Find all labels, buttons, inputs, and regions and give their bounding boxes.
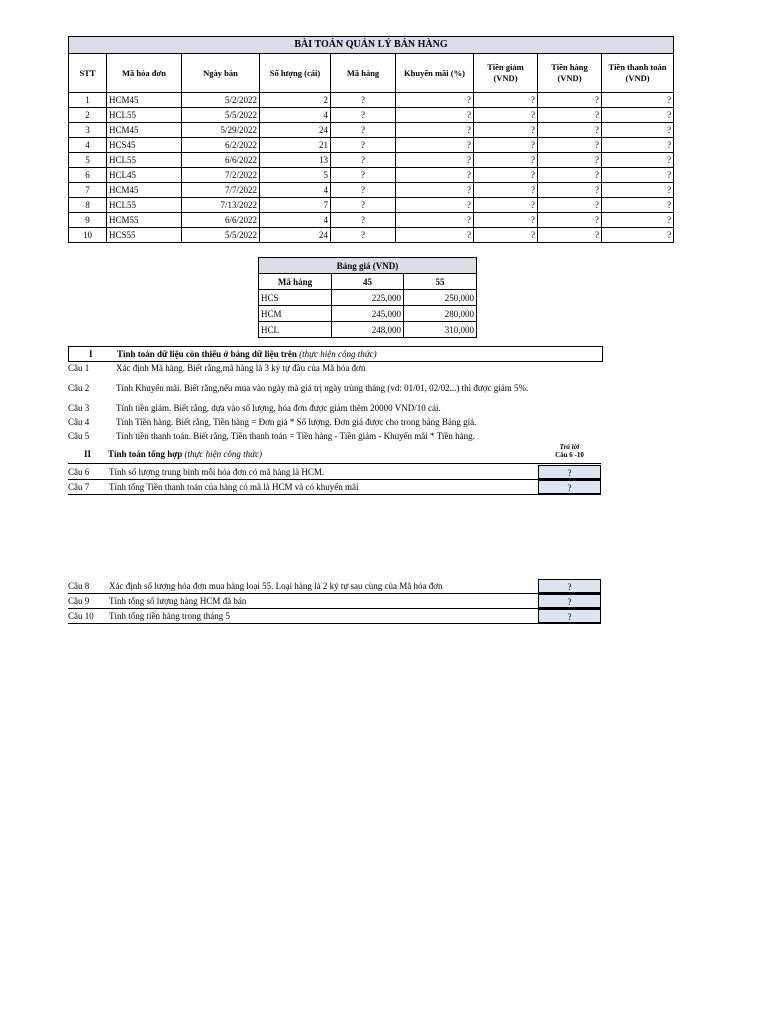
table-cell[interactable]: ? [474,198,538,213]
table-cell[interactable]: 10 [69,228,107,243]
table-cell[interactable]: 9 [69,213,107,228]
question-label: Câu 1 [68,363,90,373]
table-cell[interactable]: 5/2/2022 [182,93,260,108]
sales-column-header: Số lượng (cái) [260,54,331,93]
price-column-header: 55 [404,274,477,290]
table-cell[interactable]: ? [538,93,602,108]
row-divider [68,608,601,609]
table-cell[interactable]: ? [474,123,538,138]
question-label: Câu 10 [68,611,94,621]
table-row [69,198,674,213]
table-cell[interactable]: 5/5/2022 [182,228,260,243]
table-cell[interactable]: ? [602,168,674,183]
table-cell[interactable]: 7/7/2022 [182,183,260,198]
question-label: Câu 7 [68,482,90,492]
answer-cell[interactable]: ? [538,579,601,593]
sales-column-header: Mã hàng [331,54,396,93]
table-row [69,183,674,198]
table-cell[interactable]: HCL55 [107,153,182,168]
row-divider [68,623,601,624]
table-cell[interactable]: 5/29/2022 [182,123,260,138]
table-cell[interactable]: 4 [260,183,331,198]
answer-header-line-2: Câu 6 -10 [555,451,584,459]
price-cell[interactable]: HCL [259,322,332,338]
table-cell[interactable]: ? [602,213,674,228]
table-cell[interactable]: ? [538,198,602,213]
price-cell[interactable]: 248,000 [332,322,404,338]
table-cell[interactable]: 4 [260,108,331,123]
table-cell[interactable]: HCS45 [107,138,182,153]
table-cell[interactable]: ? [474,108,538,123]
sales-column-header: Tiền hàng (VND) [538,54,602,93]
table-cell[interactable]: ? [474,183,538,198]
table-cell[interactable]: ? [474,153,538,168]
sales-column-header: Mã hóa đơn [107,54,182,93]
table-cell[interactable]: ? [602,93,674,108]
table-row [69,123,674,138]
table-cell[interactable]: ? [331,123,396,138]
table-cell[interactable]: 6 [69,168,107,183]
section-1-note: (thực hiện công thức) [299,349,377,359]
table-cell[interactable]: ? [331,93,396,108]
table-cell[interactable]: 24 [260,228,331,243]
table-cell[interactable]: ? [331,198,396,213]
section-1-number: I [89,349,93,359]
question-label: Câu 4 [68,417,90,427]
price-cell[interactable]: 250,000 [404,290,477,306]
price-cell[interactable]: 245,000 [332,306,404,322]
table-cell[interactable]: 13 [260,153,331,168]
table-cell[interactable]: ? [396,138,474,153]
table-cell[interactable]: ? [602,198,674,213]
question-label: Câu 6 [68,467,90,477]
table-cell[interactable]: ? [396,183,474,198]
table-cell[interactable]: ? [331,228,396,243]
table-cell[interactable]: ? [396,228,474,243]
question-label: Câu 2 [68,383,90,393]
table-cell[interactable]: 7/2/2022 [182,168,260,183]
table-cell[interactable]: ? [602,138,674,153]
table-cell[interactable]: ? [474,168,538,183]
question-text: Tính tổng Tiền thanh toán của hàng có mã là HCM và có khuyến mãi [109,482,359,492]
table-cell[interactable]: ? [331,168,396,183]
section-2-note: (thực hiện công thức) [184,449,263,459]
question-text: Tính tổng tiền hàng trong tháng 5 [109,611,230,621]
table-cell[interactable]: HCM55 [107,213,182,228]
table-cell[interactable]: ? [538,183,602,198]
table-cell[interactable]: 6/2/2022 [182,138,260,153]
table-cell[interactable]: ? [474,93,538,108]
answer-cell[interactable]: ? [538,594,601,608]
table-cell[interactable]: 3 [69,123,107,138]
table-cell[interactable]: 4 [69,138,107,153]
table-cell[interactable]: ? [602,183,674,198]
price-table [258,257,477,338]
sales-column-header: Ngày bán [182,54,260,93]
question-text: Tính tổng số lượng hàng HCM đã bán [109,596,247,606]
table-cell[interactable]: ? [396,213,474,228]
answer-cell[interactable]: ? [538,609,601,623]
table-cell[interactable]: 8 [69,198,107,213]
row-divider [68,593,601,594]
table-cell[interactable]: 7 [260,198,331,213]
table-cell[interactable]: 4 [260,213,331,228]
price-column-header: 45 [332,274,404,290]
section-2-title: Tính toán tổng hợp [108,449,183,459]
price-cell[interactable]: 280,000 [404,306,477,322]
price-cell[interactable]: 225,000 [332,290,404,306]
table-cell[interactable]: ? [602,228,674,243]
table-cell[interactable]: 5/5/2022 [182,108,260,123]
question-label: Câu 9 [68,596,90,606]
table-cell[interactable]: ? [538,123,602,138]
question-text: Tính số lượng trung bình mỗi hóa đơn có mã hàng là HCM. [109,467,325,477]
table-cell[interactable]: 2 [69,108,107,123]
sales-table-title: BÀI TOÁN QUẢN LÝ BÁN HÀNG [69,37,674,54]
price-cell[interactable]: HCS [259,290,332,306]
table-cell[interactable]: 2 [260,93,331,108]
table-row [69,108,674,123]
table-row [69,213,674,228]
question-label: Câu 8 [68,581,90,591]
section-1-title: Tính toán dữ liệu còn thiếu ở bảng dữ liệu trên [117,349,297,359]
answer-header-line-1: Trả lời [559,443,580,451]
table-cell[interactable]: ? [538,138,602,153]
sales-column-header: STT [69,54,107,93]
answer-cell[interactable]: ? [538,480,601,494]
price-cell[interactable]: HCM [259,306,332,322]
table-cell[interactable]: ? [396,153,474,168]
table-cell[interactable]: ? [396,123,474,138]
table-cell[interactable]: 1 [69,93,107,108]
answer-cell[interactable]: ? [538,465,601,479]
table-cell[interactable]: HCL55 [107,108,182,123]
question-text: Tính tiền thanh toán. Biết rằng, Tiền thanh toán = Tiền hàng - Tiền giảm - Khuyến mãi * Tiền hàng. [116,431,475,441]
row-divider [68,494,601,495]
question-text: Xác định Mã hàng. Biết rằng,mã hàng là 3 ký tự đầu của Mã hóa đơn [116,363,366,373]
table-cell[interactable]: ? [331,153,396,168]
table-cell[interactable]: HCM45 [107,123,182,138]
price-row [259,306,477,322]
table-cell[interactable]: HCL45 [107,168,182,183]
table-cell[interactable]: ? [602,153,674,168]
table-cell[interactable]: ? [538,168,602,183]
table-row [69,168,674,183]
table-cell[interactable]: ? [331,213,396,228]
table-cell[interactable]: 21 [260,138,331,153]
question-text: Xác định số lượng hóa đơn mua hàng loại 55. Loại hàng là 2 ký tự sau cùng của Mã hóa đơn [109,581,443,591]
table-cell[interactable]: ? [538,228,602,243]
sales-column-header: Khuyến mãi (%) [396,54,474,93]
table-row [69,153,674,168]
price-row [259,322,477,338]
table-cell[interactable]: 5 [260,168,331,183]
section-2-header [68,445,601,463]
table-cell[interactable]: ? [474,213,538,228]
table-cell[interactable]: ? [474,228,538,243]
section-2-number: II [84,449,92,459]
table-cell[interactable]: HCM45 [107,183,182,198]
price-table-title: Bảng giá (VND) [259,258,477,274]
question-label: Câu 5 [68,431,90,441]
table-row [69,138,674,153]
question-text: Tính tiền giảm. Biết rằng, dựa vào số lượng, hóa đơn được giảm thêm 20000 VND/10 cái. [116,403,441,413]
table-cell[interactable]: ? [396,168,474,183]
table-cell[interactable]: ? [474,138,538,153]
table-cell[interactable]: ? [331,183,396,198]
table-cell[interactable]: 6/6/2022 [182,213,260,228]
table-cell[interactable]: ? [396,93,474,108]
table-cell[interactable]: 7 [69,183,107,198]
table-cell[interactable]: ? [538,153,602,168]
row-divider [68,479,601,480]
table-cell[interactable]: 5 [69,153,107,168]
section-1-header [68,346,603,362]
price-column-header: Mã hàng [259,274,332,290]
table-cell[interactable]: ? [602,108,674,123]
sales-table [68,36,674,243]
table-cell[interactable]: 6/6/2022 [182,153,260,168]
sales-column-header: Tiền giảm (VND) [474,54,538,93]
price-cell[interactable]: 310,000 [404,322,477,338]
table-cell[interactable]: ? [396,198,474,213]
question-text: Tính Khuyến mãi. Biết rằng,nếu mua vào ngày mà giá trị ngày trùng tháng (vd: 01/01, 02/02...) thì được giảm 5%. [116,383,529,393]
table-cell[interactable]: 24 [260,123,331,138]
table-cell[interactable]: ? [331,108,396,123]
table-cell[interactable]: ? [331,138,396,153]
table-cell[interactable]: HCL55 [107,198,182,213]
table-row [69,228,674,243]
table-cell[interactable]: ? [602,123,674,138]
table-cell[interactable]: HCM45 [107,93,182,108]
table-cell[interactable]: ? [538,213,602,228]
question-label: Câu 3 [68,403,90,413]
table-cell[interactable]: ? [396,108,474,123]
price-row [259,290,477,306]
sales-column-header: Tiền thanh toán (VND) [602,54,674,93]
table-cell[interactable]: HCS55 [107,228,182,243]
table-cell[interactable]: ? [538,108,602,123]
table-row [69,93,674,108]
answer-header [538,443,601,459]
question-text: Tính Tiền hàng. Biết rằng, Tiền hàng = Đơn giá * Số lượng. Đơn giá được cho trong bảng Bảng giá. [116,417,477,427]
section-2-divider [68,463,601,464]
table-cell[interactable]: 7/13/2022 [182,198,260,213]
